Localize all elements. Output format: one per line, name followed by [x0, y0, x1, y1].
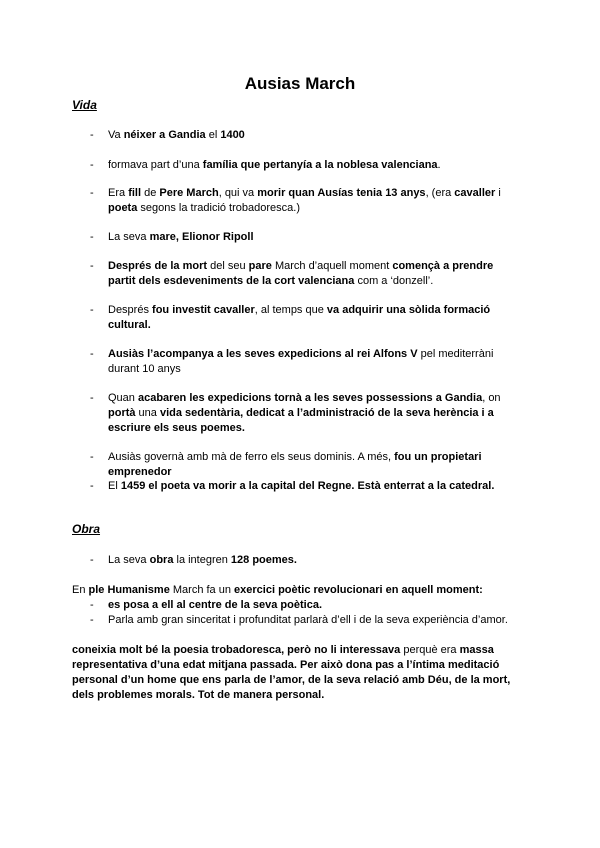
- text-run: Va: [108, 129, 124, 141]
- bold-text-run: Pere March: [159, 187, 219, 199]
- text-run: pel mediterràni durant 10 anys: [108, 348, 494, 375]
- bold-text-run: mare, Elionor Ripoll: [149, 231, 254, 243]
- list-item-text: [108, 230, 520, 245]
- bold-text-run: fou investit cavaller: [152, 304, 255, 316]
- page-title: Ausias March: [244, 74, 356, 93]
- text-run: una: [135, 407, 160, 419]
- bullet-dash: -: [90, 554, 94, 566]
- text-run: March d’aquell moment: [271, 260, 393, 272]
- bold-text-run: coneixia molt bé la poesia trobadoresca, però no li interessava: [72, 644, 401, 656]
- list-item-text: [108, 553, 520, 568]
- bold-text-run: morir quan Ausías tenia 13 anys: [257, 187, 426, 199]
- bold-text-run: cavaller: [454, 187, 496, 199]
- bullet-dash: -: [90, 348, 94, 360]
- text-run: Quan: [108, 392, 138, 404]
- list-item-text: [108, 186, 520, 216]
- bold-text-run: massa representativa d’una edat mitjana passada. Per això dona pas a l’íntima meditació personal d’un home que ens parla de l’amor, de la seva relació amb Déu, de la mort, dels problemes morals. Tot de manera personal.: [72, 644, 511, 701]
- text-run: , qui va: [218, 187, 258, 199]
- bold-text-run: 128 poemes.: [230, 554, 297, 566]
- text-run: formava part d’una: [108, 159, 203, 171]
- bold-text-run: es posa a ell al centre de la seva poètica.: [108, 599, 323, 611]
- bullet-dash: -: [90, 392, 94, 404]
- bold-text-run: exercici poètic revolucionari en aquell moment:: [234, 584, 483, 596]
- bullet-dash: -: [90, 480, 94, 492]
- bold-text-run: pare: [248, 260, 272, 272]
- bold-text-run: començà a prendre partit dels esdeveniments de la cort valenciana: [108, 260, 494, 287]
- text-run: , al temps que: [254, 304, 327, 316]
- bold-text-run: obra: [149, 554, 174, 566]
- list-item-text: [108, 613, 520, 628]
- text-run: La seva: [108, 554, 150, 566]
- text-run: la integren: [173, 554, 231, 566]
- text-run: , (era: [425, 187, 455, 199]
- obra-intro-paragraph: [72, 583, 530, 598]
- obra-closing-paragraph: [72, 643, 530, 703]
- bold-text-run: vida sedentària, dedicat a l’administració de la seva herència i a escriure els seus poemes.: [108, 407, 494, 434]
- list-item-text: [108, 259, 520, 289]
- list-item-text: [108, 598, 520, 613]
- bullet-dash: -: [90, 451, 94, 463]
- text-run: Parla amb gran sinceritat i profunditat parlarà d’ell i de la seva experiència d’amor.: [108, 614, 508, 626]
- text-run: Era: [108, 187, 129, 199]
- text-run: .: [437, 159, 441, 171]
- bold-text-run: 1400: [220, 129, 245, 141]
- bold-text-run: poeta: [108, 202, 138, 214]
- bullet-dash: -: [90, 187, 94, 199]
- text-run: de: [141, 187, 160, 199]
- bullet-dash: -: [90, 231, 94, 243]
- bullet-dash: -: [90, 614, 94, 626]
- bullet-dash: -: [90, 599, 94, 611]
- text-run: Després: [108, 304, 153, 316]
- bullet-dash: -: [90, 260, 94, 272]
- bold-text-run: fill: [128, 187, 142, 199]
- bold-text-run: ple Humanisme: [88, 584, 170, 596]
- text-run: segons la tradició trobadoresca.): [137, 202, 300, 214]
- text-run: , on: [482, 392, 501, 404]
- list-item-text: [108, 303, 520, 333]
- bullet-dash: -: [90, 129, 94, 141]
- text-run: el: [205, 129, 221, 141]
- text-run: Ausiàs governà amb mà de ferro els seus dominis. A més,: [108, 451, 395, 463]
- bold-text-run: família que pertanyía a la noblesa valenciana: [202, 159, 438, 171]
- bold-text-run: fou un propietari emprenedor: [108, 451, 482, 478]
- text-run: En: [72, 584, 89, 596]
- bold-text-run: va adquirir una sòlida formació cultural.: [108, 304, 491, 331]
- text-run: El: [108, 480, 121, 492]
- bold-text-run: portà: [108, 407, 136, 419]
- bullet-dash: -: [90, 159, 94, 171]
- text-run: perquè era: [400, 644, 460, 656]
- list-item-text: [108, 391, 520, 436]
- section-heading-obra: Obra: [72, 522, 101, 536]
- bold-text-run: 1459 el poeta va morir a la capital del Regne. Està enterrat a la catedral.: [120, 480, 495, 492]
- bold-text-run: acabaren les expedicions tornà a les seves possessions a Gandia: [137, 392, 483, 404]
- bullet-dash: -: [90, 304, 94, 316]
- bold-text-run: Després de la mort: [108, 260, 208, 272]
- text-run: del seu: [207, 260, 249, 272]
- list-item-text: [108, 128, 520, 143]
- text-run: La seva: [108, 231, 150, 243]
- list-item-text: [108, 347, 520, 377]
- text-run: March fa un: [169, 584, 235, 596]
- list-item-text: [108, 450, 520, 480]
- text-run: com a ‘donzell’.: [354, 275, 434, 287]
- bold-text-run: Ausiàs l’acompanya a les seves expedicions al rei Alfons V: [108, 348, 418, 360]
- text-run: i: [495, 187, 501, 199]
- bold-text-run: néixer a Gandia: [123, 129, 206, 141]
- list-item-text: [108, 479, 520, 494]
- list-item-text: [108, 158, 520, 173]
- section-heading-vida: Vida: [72, 98, 97, 112]
